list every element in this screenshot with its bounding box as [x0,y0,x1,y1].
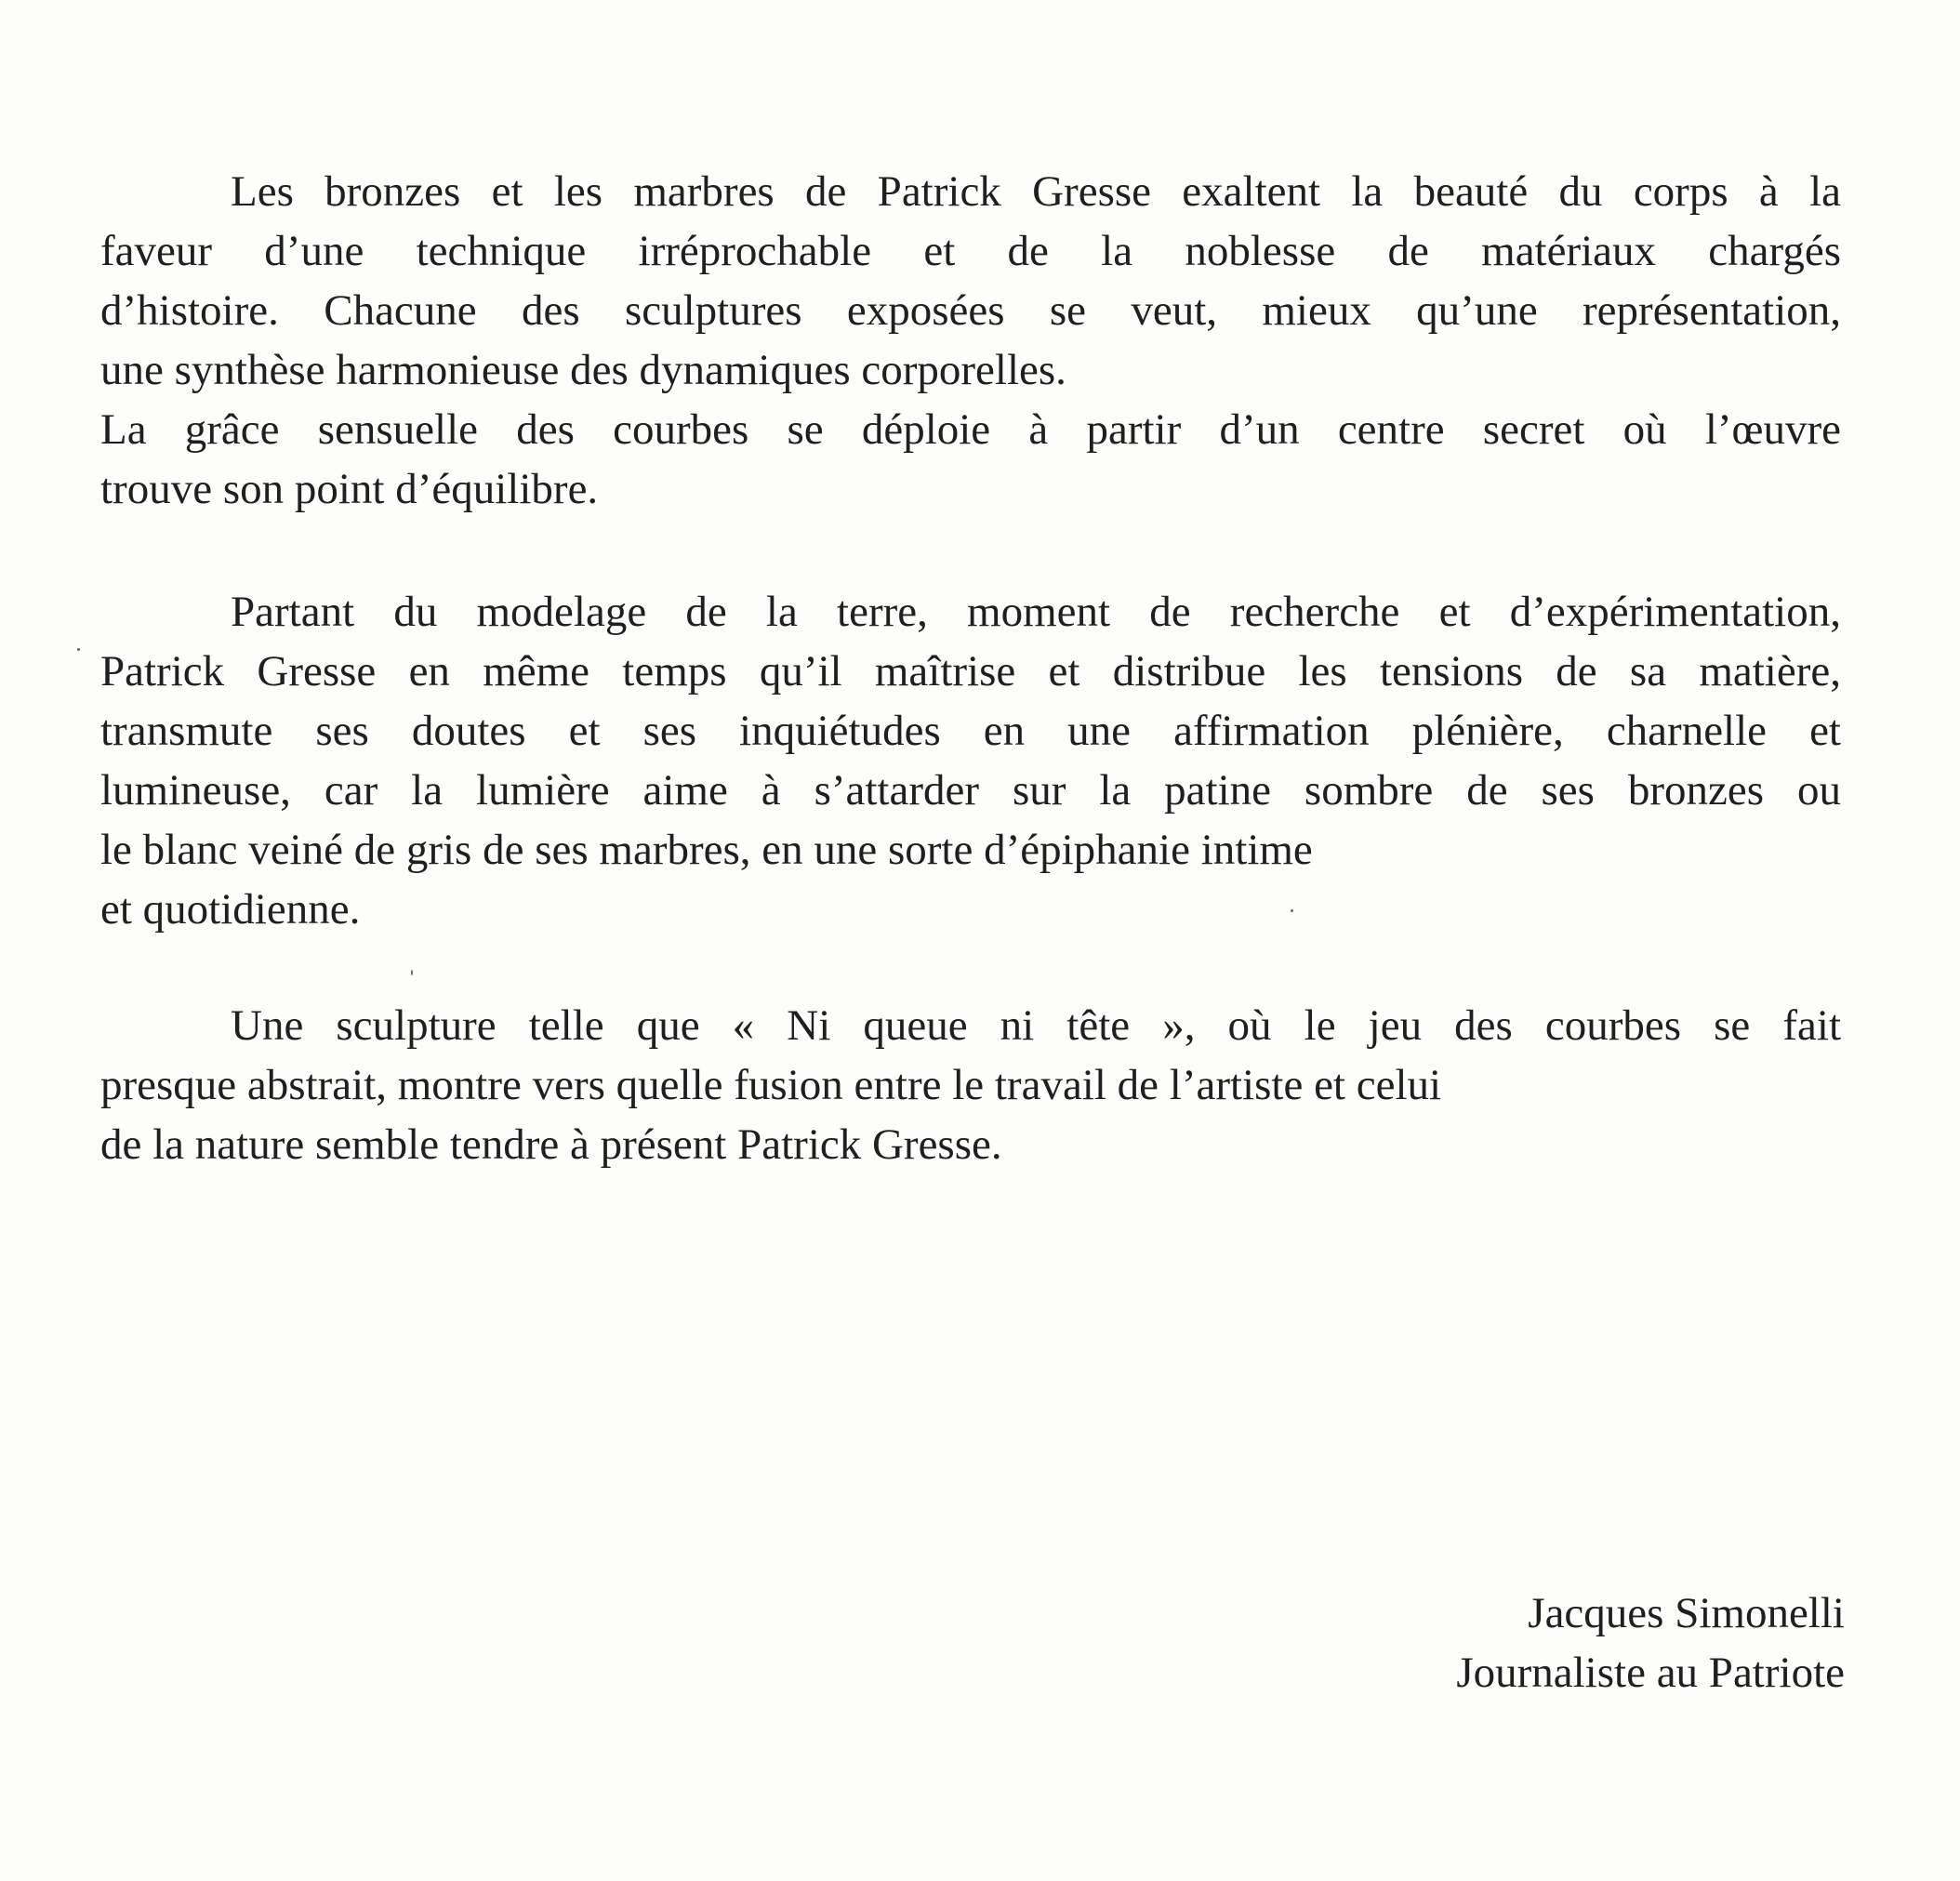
paragraph-line: Une sculpture telle que « Ni queue ni tête », où le jeu des courbes se fait [231,1001,1841,1050]
scan-speck [77,648,80,651]
paragraph-intro [100,162,1841,519]
paragraph-line: une synthèse harmonieuse des dynamiques corporelles. [100,346,1066,394]
paragraph-line: lumineuse, car la lumière aime à s’attarder sur la patine sombre de ses bronzes ou [100,766,1841,815]
paragraph-line: le blanc veiné de gris de ses marbres, en une sorte d’épiphanie intime [100,826,1313,874]
paragraph-line: de la nature semble tendre à présent Patrick Gresse. [100,1120,1002,1169]
paragraph-line: transmute ses doutes et ses inquiétudes en une affirmation plénière, charnelle et [100,707,1841,755]
scan-speck [1291,909,1293,912]
paragraph-line: et quotidienne. [100,885,361,934]
paragraph-sculpture [100,996,1841,1174]
paragraph-line: Partant du modelage de la terre, moment de recherche et d’expérimentation, [231,588,1841,636]
author-name: Jacques Simonelli [1528,1589,1845,1637]
paragraph-line: La grâce sensuelle des courbes se déploie à partir d’un centre secret où l’œuvre [100,405,1841,454]
scan-speck [411,970,413,975]
paragraph-line: Patrick Gresse en même temps qu’il maîtrise et distribue les tensions de sa matière, [100,647,1841,695]
paragraph-line: Les bronzes et les marbres de Patrick Gresse exaltent la beauté du corps à la [231,167,1841,216]
paragraph-line: faveur d’une technique irréprochable et de la noblesse de matériaux chargés [100,227,1841,275]
paragraph-line: d’histoire. Chacune des sculptures exposées se veut, mieux qu’une représentation, [100,286,1841,335]
signature-block [1456,1583,1845,1702]
paragraph-line: presque abstrait, montre vers quelle fusion entre le travail de l’artiste et celui [100,1061,1442,1109]
paragraph-modelage [100,582,1841,939]
paragraph-line: trouve son point d’équilibre. [100,465,599,513]
author-title: Journaliste au Patriote [1456,1649,1845,1697]
